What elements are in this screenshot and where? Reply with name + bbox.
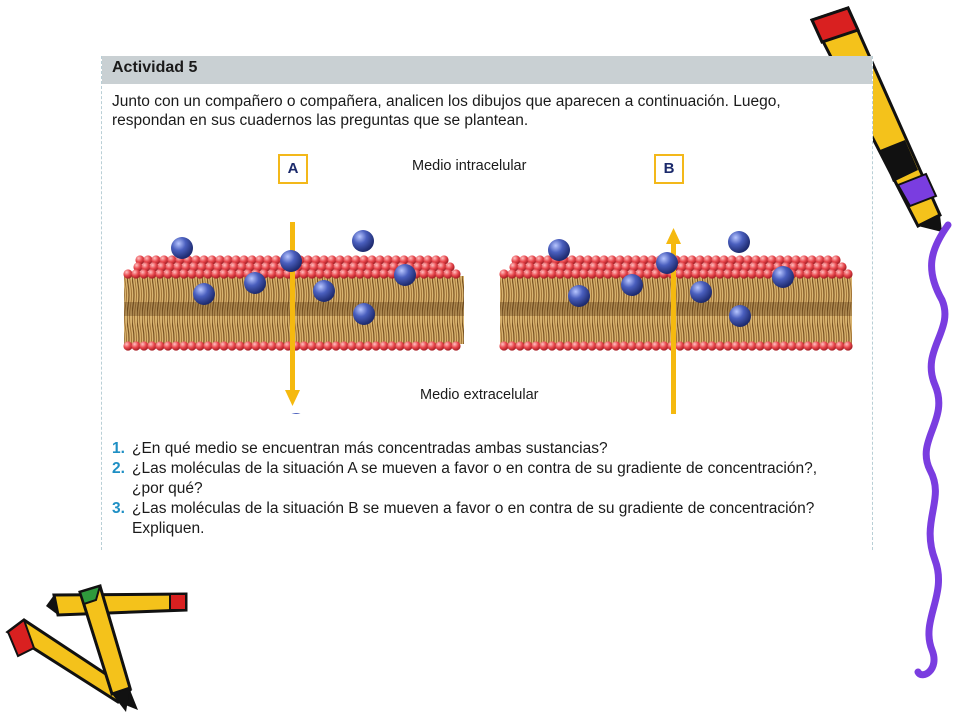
question-item	[112, 439, 852, 459]
situation-b-label: B	[654, 154, 684, 184]
situation-a-label: A	[278, 154, 308, 184]
question-text-continued: Expliquen.	[132, 520, 205, 537]
membrane-transport-figure	[102, 152, 872, 414]
question-list	[112, 439, 852, 539]
squiggle-line-icon	[918, 225, 948, 675]
membrane-diagram	[102, 152, 872, 414]
question-number: 2.	[112, 460, 125, 477]
medio-intracelular-label: Medio intracelular	[412, 158, 527, 174]
question-number: 3.	[112, 500, 125, 517]
activity-instructions	[112, 92, 852, 130]
question-text: ¿Las moléculas de la situación B se mueven a favor o en contra de su gradiente de concentración?	[132, 500, 815, 517]
instructions-line-1: Junto con un compañero o compañera, analicen los dibujos que aparecen a continuación. Luego,	[112, 93, 781, 110]
question-text: ¿En qué medio se encuentran más concentradas ambas sustancias?	[132, 440, 608, 457]
question-text: ¿Las moléculas de la situación A se mueven a favor o en contra de su gradiente de concentración?,	[132, 460, 818, 477]
question-item	[112, 499, 852, 539]
medio-extracelular-label: Medio extracelular	[420, 387, 539, 403]
pencil-bottom-left-icon	[8, 586, 186, 712]
question-number: 1.	[112, 440, 125, 457]
question-item	[112, 459, 852, 499]
question-text-continued: ¿por qué?	[132, 480, 203, 497]
activity-title: Actividad 5	[112, 59, 198, 76]
activity-card	[101, 56, 873, 550]
molecules-a-extracellular	[213, 413, 360, 414]
activity-header	[102, 56, 872, 84]
instructions-line-2: respondan en sus cuadernos las preguntas que se plantean.	[112, 112, 529, 129]
